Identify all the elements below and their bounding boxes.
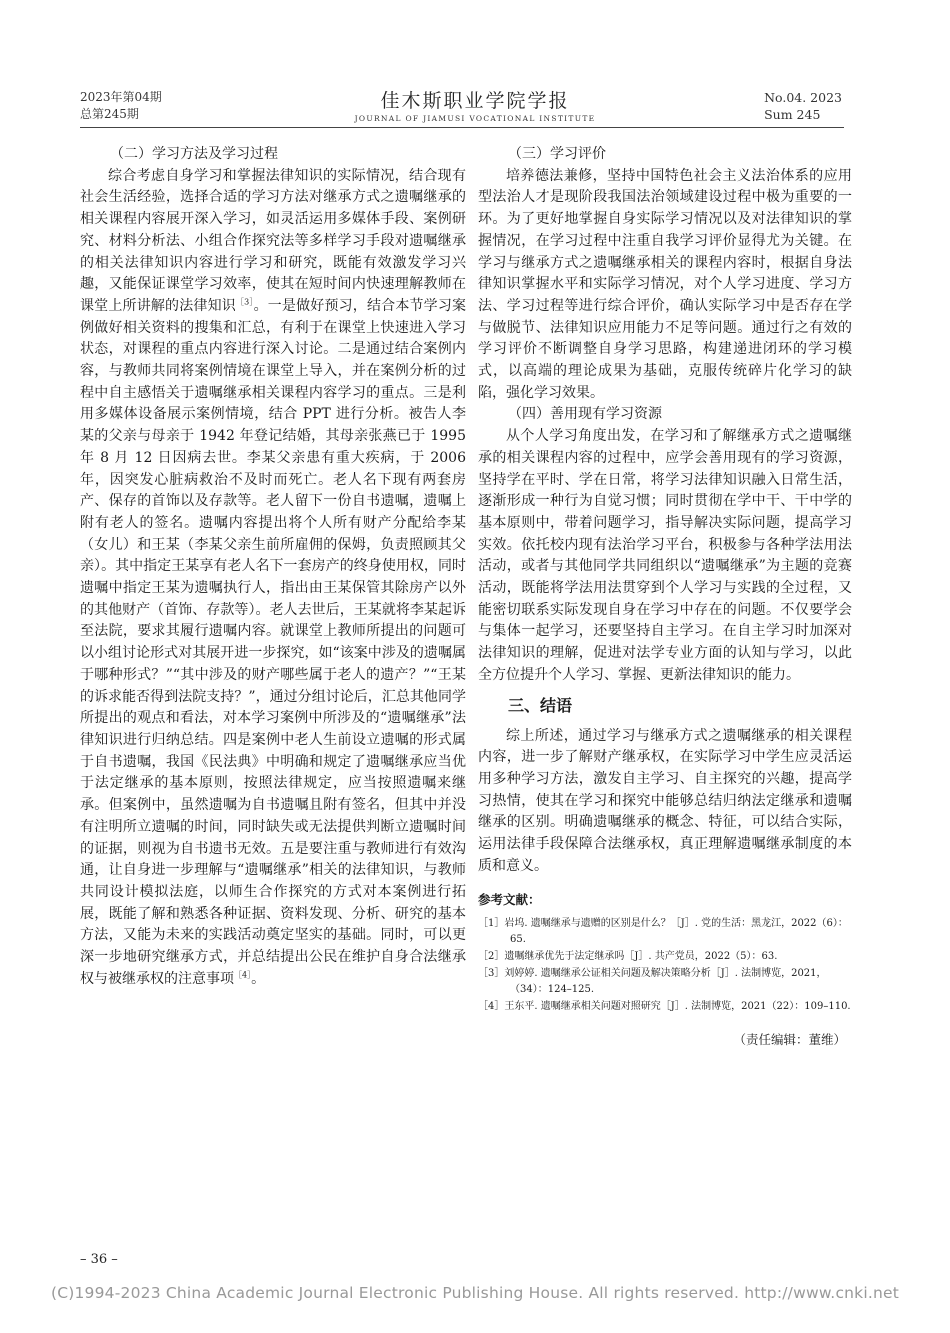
issue-no: No.04. 2023 bbox=[764, 90, 842, 105]
issue-year: 2023年第04期 bbox=[80, 90, 162, 104]
page-number: – 36 – bbox=[80, 1252, 118, 1267]
paragraph-text: 综合考虑自身学习和掌握法律知识的实际情况，结合现有社会生活经验，选择合适的学习方法对继承方式之遗嘱继承的相关课程内容展开深入学习，如灵活运用多媒体手段、案例研究、材料分析法、小组合作探究法等多样学习手段对遗嘱继承的相关法律知识内容进行学习和研究，既能有效激发学习兴趣，又能保证课堂学习效率，使其在短时间内快速理解教师在课堂上所讲解的法律知识 bbox=[80, 167, 466, 314]
issue-total: 总第245期 bbox=[80, 107, 139, 121]
subheading-evaluation: （三）学习评价 bbox=[508, 146, 606, 162]
right-column bbox=[478, 144, 852, 1051]
body-paragraph-resources: 从个人学习角度出发，在学习和了解继承方式之遗嘱继承的相关课程内容的过程中，应学会善用现有的学习资源，坚持学在平时、学在日常，将学习法律知识融入日常生活，逐渐形成一种行为自觉习惯；同时贯彻在学中干、干中学的基本原则中，带着问题学习，指导解决实际问题，提高学习实效。依托校内现有法治学习平台，积极参与各种学法用法活动，或者与其他同学共同组织以“遗嘱继承”为主题的竞赛活动，既能将学法用法贯穿到个人学习与实践的全过程，又能密切联系实际发现自身在学习中存在的问题。不仅要学会与集体一起学习，还要坚持自主学习。在自主学习时加深对法律知识的理解，促进对法学专业方面的认知与学习，以此全方位提升个人学习、掌握、更新法律知识的能力。 bbox=[478, 428, 852, 683]
paragraph-text: 。 bbox=[251, 970, 266, 987]
issue-sum: Sum 245 bbox=[764, 107, 821, 122]
issue-number bbox=[764, 89, 842, 123]
reference-item: ［1］岩坞. 遗嘱继承与遗赠的区别是什么？［J］. 党的生活：黑龙江，2022（6）：65. bbox=[478, 918, 848, 946]
citation-marker: ［3］ bbox=[235, 297, 254, 307]
body-paragraph-conclusion: 综上所述，通过学习与继承方式之遗嘱继承的相关课程内容，进一步了解财产继承权，在实际学习中学生应灵活运用多种学习方法，激发自主学习、自主探究的兴趣，提高学习热情，使其在学习和探究中能够总结归纳法定继承和遗嘱继承的区别。明确遗嘱继承的概念、特征，可以结合实际，运用法律手段保障合法继承权，真正理解遗嘱继承制度的本质和意义。 bbox=[478, 727, 852, 874]
issue-info bbox=[80, 89, 162, 123]
responsible-editor: （责任编辑：董维） bbox=[733, 1032, 846, 1048]
reference-item: ［4］王东平. 遗嘱继承相关问题对照研究［J］. 法制博览，2021（22）：109–110. bbox=[478, 1001, 851, 1013]
references-heading: 参考文献： bbox=[478, 891, 541, 907]
body-paragraph-methods bbox=[80, 166, 466, 991]
header-divider bbox=[80, 127, 844, 128]
paragraph-text: 。一是做好预习，结合本节学习案例做好相关资料的搜集和汇总，有利于在课堂上快速进入学习状态，对课程的重点内容进行深入讨论。二是通过结合案例内容，与教师共同将案例情境在课堂上导入，并在案例分析的过程中自主感悟关于遗嘱继承相关课程内容学习的重点。三是利用多媒体设备展示案例情境，结合 PPT 进行分析。被告人李某的父亲与母亲于 1942 年登记结婚，其母亲张燕已于 1995 年 8 月 12 日因病去世。李某父亲患有重大疾病，于 2006 年，因突发心脏病救治不及时而死亡。老人名下现有两套房产、保存的首饰以及存款等。老人留下一份自书遗嘱，遗嘱上附有老人的签名。遗嘱内容提出将个人所有财产分配给李某（女儿）和王某（李某父亲生前所雇佣的保姆，负责照顾其父亲）。其中指定王某享有老人名下一套房产的终身使用权，同时遗嘱中指定王某为遗嘱执行人，指出由王某保管其除房产以外的其他财产（首饰、存款等）。老人去世后，王某就将李某起诉至法院，要求其履行遗嘱内容。就课堂上教师所提出的问题可以小组讨论形式对其展开进一步探究，如“该案中涉及的遗嘱属于哪种形式？”“其中涉及的财产哪些属于老人的遗产？”“王某的诉求能否得到法院支持？”，通过分组讨论后，汇总其他同学所提出的观点和看法，对本学习案例中所涉及的“遗嘱继承”法律知识进行归纳总结。四是案例中老人生前设立遗嘱的形式属于自书遗嘱，我国《民法典》中明确和规定了遗嘱继承应当优于法定继承的基本原则，按照法律规定，应当按照遗嘱来继承。但案例中，虽然遗嘱为自书遗嘱且附有签名，但其中并没有注明所立遗嘱的时间，同时缺失或无法提供判断立遗嘱时间的证据，则视为自书遗书无效。五是要注重与教师进行有效沟通，让自身进一步理解与“遗嘱继承”相关的法律知识，与教师共同设计模拟法庭，以师生合作探究的方式对本案例进行拓展，既能了解和熟悉各种证据、资料发现、分析、研究的基本方法，又能为未来的实践活动奠定坚实的基础。同时，可以更深一步地研究继承方式，并总结提出公民在维护自身合法继承权与被继承权的注意事项 bbox=[80, 297, 467, 987]
copyright-watermark: (C)1994-2023 China Academic Journal Electronic Publishing House. All rights reserved. http://www.cnki.net bbox=[50, 1284, 900, 1302]
left-column bbox=[80, 144, 466, 990]
section-heading-conclusion: 三、结语 bbox=[508, 695, 573, 715]
reference-item: ［3］刘婷婷. 遗嘱继承公证相关问题及解决策略分析［J］. 法制博览，2021，（34）：124–125. bbox=[478, 968, 827, 996]
body-paragraph-evaluation: 培养德法兼修，坚持中国特色社会主义法治体系的应用型法治人才是现阶段我国法治领域建设过程中极为重要的一环。为了更好地掌握自身实际学习情况以及对法律知识的掌握情况，在学习过程中注重自我学习评价显得尤为关键。在学习与继承方式之遗嘱继承相关的课程内容时，根据自身法律知识掌握水平和实际学习情况，对个人学习进度、学习方法、学习过程等进行综合评价，确认实际学习中是否存在学与做脱节、法律知识应用能力不足等问题。通过行之有效的学习评价不断调整自身学习思路，构建递进闭环的学习模式，以高端的理论成果为基础，克服传统碎片化学习的缺陷，强化学习效果。 bbox=[478, 167, 852, 401]
journal-subtitle: JOURNAL OF JIAMUSI VOCATIONAL INSTITUTE bbox=[354, 114, 596, 123]
subheading-methods: （二）学习方法及学习过程 bbox=[110, 146, 278, 162]
subheading-resources: （四）善用现有学习资源 bbox=[508, 406, 662, 423]
citation-marker: ［4］ bbox=[234, 970, 252, 980]
reference-item: ［2］遗嘱继承优先于法定继承吗［J］. 共产党员，2022（5）：63. bbox=[478, 951, 778, 963]
journal-masthead bbox=[300, 90, 650, 124]
journal-title: 佳木斯职业学院学报 bbox=[380, 90, 570, 112]
